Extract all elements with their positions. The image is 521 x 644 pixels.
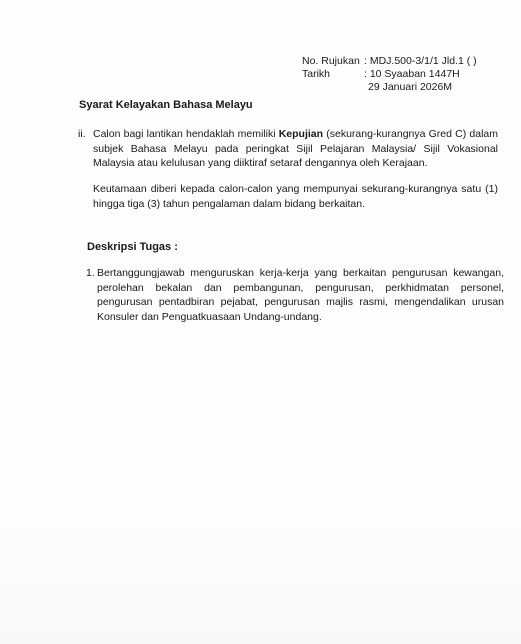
duties-heading: Deskripsi Tugas : [87,241,178,253]
date-hijri: : 10 Syaaban 1447H [364,68,460,80]
reference-number-label: No. Rujukan [302,55,360,67]
language-requirement-heading: Syarat Kelayakan Bahasa Melayu [79,99,253,111]
date-row [302,68,477,81]
text-segment: (sekurang-kurangnya Gred C) dalam subjek Bahasa Melayu pada peringkat Sijil Pelajaran Malaysia/ Sijil Vokasional Malaysia atau kelulusan yang diiktiraf setaraf dengannya oleh Kerajaan. [93,128,498,170]
duties-paragraph [86,266,504,324]
text-segment: Calon bagi lantikan hendaklah memiliki [93,128,279,140]
language-requirement-text [93,127,498,171]
bold-word: Kepujian [278,128,324,140]
reference-number-row [302,55,477,68]
duties-text: Bertanggungjawab menguruskan kerja-kerja yang berkaitan pengurusan kewangan, perolehan bekalan dan pembangunan, pengurusan, perkhidmatan personel, pengurusan pentadbiran pejabat, pengurusan majlis rasmi, mengendalikan urusan Konsuler dan Penguatkuasaan Undang-undang. [97,267,504,323]
item-number: 1. [86,267,95,279]
language-requirement-paragraph [78,127,498,171]
reference-block [302,55,477,94]
preference-paragraph: Keutamaan diberi kepada calon-calon yang mempunyai sekurang-kurangnya satu (1) hingga tiga (3) tahun pengalaman dalam bidang berkaitan. [93,183,498,210]
item-number: ii. [78,128,86,140]
scan-shading [0,520,521,644]
date-label: Tarikh [302,68,331,80]
date-gregorian: 29 Januari 2026M [368,81,453,93]
reference-number-value: : MDJ.500-3/1/1 Jld.1 ( ) [364,55,477,67]
